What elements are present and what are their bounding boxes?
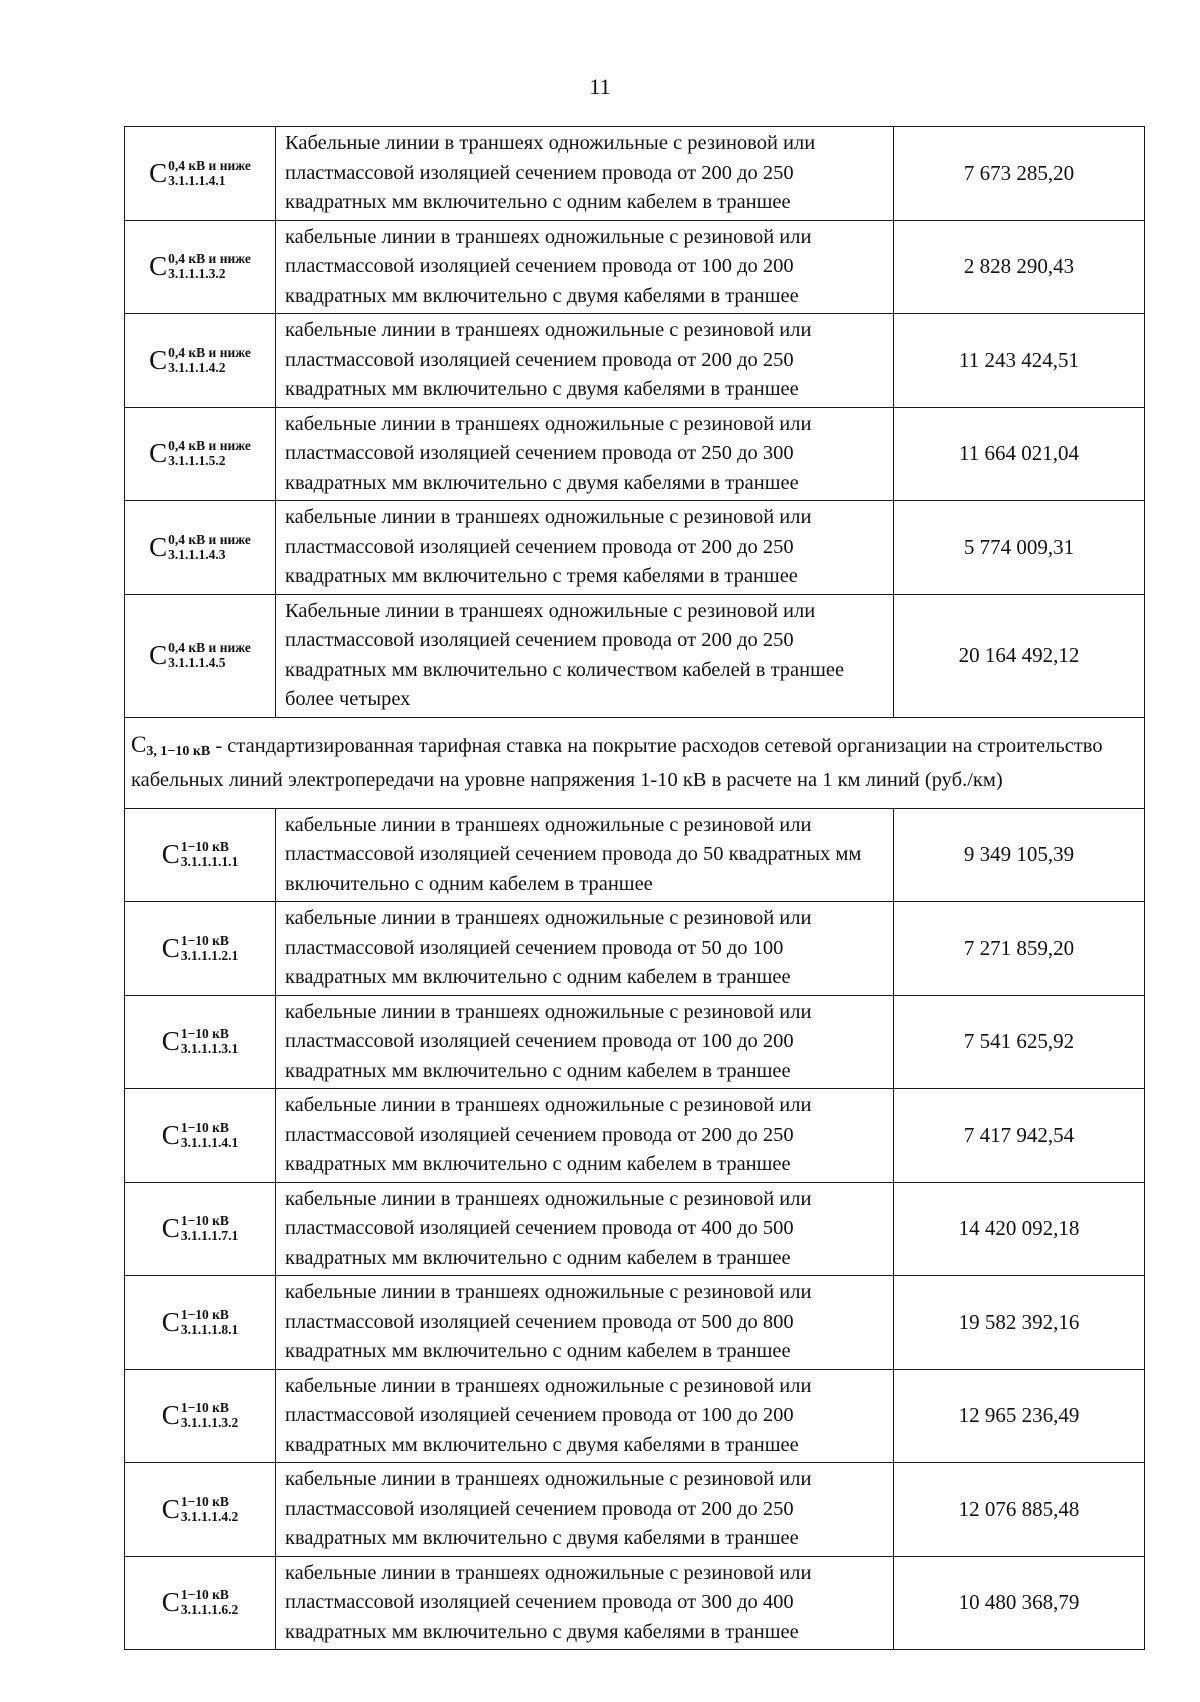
rate-value-cell: 7 541 625,92	[894, 995, 1145, 1089]
table-row	[125, 501, 1145, 595]
rate-symbol	[149, 533, 251, 562]
rate-value-cell: 5 774 009,31	[894, 501, 1145, 595]
rate-symbol-index	[181, 1588, 238, 1617]
rate-symbol-voltage: 1−10 кВ	[180, 839, 229, 855]
rate-description-cell: кабельные линии в траншеях одножильные с резиновой или пластмассовой изоляцией сечением провода до 50 квадратных мм включительно с одним кабелем в траншее	[276, 808, 894, 902]
rate-symbol-code: 3.1.1.1.5.2	[168, 453, 226, 469]
rate-symbol-code: 3.1.1.1.2.1	[180, 947, 239, 963]
rate-symbol-index	[168, 641, 251, 670]
rate-symbol	[162, 1214, 238, 1243]
rate-symbol-index	[181, 1401, 238, 1430]
rate-code-cell	[125, 407, 276, 501]
rate-value-cell: 12 076 885,48	[894, 1463, 1145, 1557]
rate-symbol-code: 3.1.1.1.8.1	[180, 1321, 239, 1337]
rate-symbol-code: 3.1.1.1.1.1	[180, 854, 239, 870]
tariff-rates-table	[124, 126, 1145, 1650]
rate-symbol-index	[181, 1308, 238, 1337]
rate-symbol-index	[181, 1495, 238, 1524]
rate-value-cell: 7 673 285,20	[894, 127, 1145, 221]
rate-symbol-index	[168, 346, 251, 375]
rate-symbol-index	[181, 1121, 238, 1150]
rate-symbol-voltage: 1−10 кВ	[180, 1213, 229, 1229]
rate-symbol	[162, 1027, 238, 1056]
rate-symbol-index	[168, 533, 251, 562]
rate-symbol-letter: С	[161, 839, 180, 870]
rate-value-cell: 9 349 105,39	[894, 808, 1145, 902]
rate-value-cell: 11 664 021,04	[894, 407, 1145, 501]
rate-value-cell: 19 582 392,16	[894, 1276, 1145, 1370]
rate-code-cell	[125, 1182, 276, 1276]
rate-symbol-voltage: 0,4 кВ и ниже	[168, 157, 251, 173]
rate-symbol-letter: С	[149, 531, 168, 562]
rate-symbol	[162, 1401, 238, 1430]
section-symbol-main: С	[131, 732, 147, 757]
rate-code-cell	[125, 1463, 276, 1557]
rate-symbol	[149, 252, 251, 281]
rate-symbol-letter: С	[149, 438, 168, 469]
section-heading-cell	[125, 717, 1145, 808]
rate-symbol-code: 3.1.1.1.3.1	[180, 1041, 239, 1057]
rate-description-cell: кабельные линии в траншеях одножильные с резиновой или пластмассовой изоляцией сечением провода от 200 до 250 квадратных мм включительно с одним кабелем в траншее	[276, 1089, 894, 1183]
rate-value-cell: 11 243 424,51	[894, 314, 1145, 408]
table-row	[125, 1463, 1145, 1557]
rate-symbol-code: 3.1.1.1.7.1	[180, 1228, 239, 1244]
page-number: 11	[589, 74, 611, 99]
rate-symbol-code: 3.1.1.1.4.3	[168, 546, 226, 562]
rate-symbol-letter: С	[161, 1119, 180, 1150]
rate-symbol-voltage: 0,4 кВ и ниже	[168, 438, 251, 454]
rate-code-cell	[125, 220, 276, 314]
rate-symbol-voltage: 1−10 кВ	[180, 1587, 229, 1603]
section-heading-symbol	[131, 732, 211, 759]
rate-description-cell: кабельные линии в траншеях одножильные с резиновой или пластмассовой изоляцией сечением провода от 100 до 200 квадратных мм включительно с двумя кабелями в траншее	[276, 1369, 894, 1463]
section-heading-row	[125, 717, 1145, 808]
rate-value-cell: 14 420 092,18	[894, 1182, 1145, 1276]
table-section-heading	[125, 717, 1145, 808]
rate-code-cell	[125, 808, 276, 902]
rate-description-cell: кабельные линии в траншеях одножильные с резиновой или пластмассовой изоляцией сечением провода от 200 до 250 квадратных мм включительно с двумя кабелями в траншее	[276, 1463, 894, 1557]
rate-description-cell: кабельные линии в траншеях одножильные с резиновой или пластмассовой изоляцией сечением провода от 200 до 250 квадратных мм включительно с двумя кабелями в траншее	[276, 314, 894, 408]
rate-description-cell: кабельные линии в траншеях одножильные с резиновой или пластмассовой изоляцией сечением провода от 300 до 400 квадратных мм включительно с двумя кабелями в траншее	[276, 1556, 894, 1650]
table-group-1-10kv	[125, 808, 1145, 1650]
rate-symbol	[162, 1121, 238, 1150]
rate-description-cell: кабельные линии в траншеях одножильные с резиновой или пластмассовой изоляцией сечением провода от 500 до 800 квадратных мм включительно с одним кабелем в траншее	[276, 1276, 894, 1370]
rate-symbol-letter: С	[161, 1493, 180, 1524]
rate-value-cell: 12 965 236,49	[894, 1369, 1145, 1463]
rate-code-cell	[125, 127, 276, 221]
section-heading-text: - стандартизированная тарифная ставка на покрытие расходов сетевой организации на строительство кабельных линий электропередачи на уровне напряжения 1-10 кВ в расчете на 1 км линий (руб./км)	[131, 735, 1103, 791]
rate-symbol-letter: С	[161, 1587, 180, 1618]
table-row	[125, 127, 1145, 221]
rate-symbol-code: 3.1.1.1.4.2	[168, 359, 226, 375]
rate-code-cell	[125, 1369, 276, 1463]
rate-symbol-code: 3.1.1.1.4.5	[168, 655, 226, 670]
rate-symbol-voltage: 0,4 кВ и ниже	[168, 344, 251, 360]
table-row	[125, 902, 1145, 996]
rate-description-cell: Кабельные линии в траншеях одножильные с резиновой или пластмассовой изоляцией сечением провода от 200 до 250 квадратных мм включительно с одним кабелем в траншее	[276, 127, 894, 221]
rate-symbol-index	[168, 439, 251, 468]
table-row	[125, 594, 1145, 717]
rate-symbol-letter: С	[161, 932, 180, 963]
rate-symbol-letter: С	[161, 1306, 180, 1337]
table-row	[125, 220, 1145, 314]
rate-symbol-voltage: 0,4 кВ и ниже	[168, 531, 251, 547]
rate-symbol-letter: С	[149, 344, 168, 375]
section-symbol-sub: 3, 1−10 кВ	[146, 744, 211, 759]
rate-symbol-letter: С	[149, 251, 168, 282]
rate-code-cell	[125, 501, 276, 595]
table-row	[125, 995, 1145, 1089]
rate-symbol-code: 3.1.1.1.4.2	[180, 1508, 239, 1524]
rate-code-cell	[125, 995, 276, 1089]
rate-symbol-voltage: 1−10 кВ	[180, 1493, 229, 1509]
rate-symbol	[162, 1308, 238, 1337]
table-row	[125, 808, 1145, 902]
rate-symbol-code: 3.1.1.1.6.2	[180, 1602, 239, 1618]
table-row	[125, 1369, 1145, 1463]
table-row	[125, 407, 1145, 501]
rate-description-cell: кабельные линии в траншеях одножильные с резиновой или пластмассовой изоляцией сечением провода от 400 до 500 квадратных мм включительно с одним кабелем в траншее	[276, 1182, 894, 1276]
rate-description-cell: кабельные линии в траншеях одножильные с резиновой или пластмассовой изоляцией сечением провода от 100 до 200 квадратных мм включительно с одним кабелем в траншее	[276, 995, 894, 1089]
rate-symbol-letter: С	[161, 1213, 180, 1244]
rate-description-cell: кабельные линии в траншеях одножильные с резиновой или пластмассовой изоляцией сечением провода от 50 до 100 квадратных мм включительно с одним кабелем в траншее	[276, 902, 894, 996]
rate-symbol	[149, 641, 251, 670]
rate-symbol-voltage: 1−10 кВ	[180, 1400, 229, 1416]
rate-symbol-voltage: 1−10 кВ	[180, 1306, 229, 1322]
rate-code-cell	[125, 594, 276, 717]
rate-value-cell: 20 164 492,12	[894, 594, 1145, 717]
rate-code-cell	[125, 1089, 276, 1183]
table-row	[125, 1089, 1145, 1183]
rate-symbol-letter: С	[161, 1026, 180, 1057]
rate-value-cell: 7 271 859,20	[894, 902, 1145, 996]
rate-description-cell: кабельные линии в траншеях одножильные с резиновой или пластмассовой изоляцией сечением провода от 100 до 200 квадратных мм включительно с двумя кабелями в траншее	[276, 220, 894, 314]
rate-symbol	[149, 159, 251, 188]
rate-description-cell: кабельные линии в траншеях одножильные с резиновой или пластмассовой изоляцией сечением провода от 250 до 300 квадратных мм включительно с двумя кабелями в траншее	[276, 407, 894, 501]
rate-symbol-code: 3.1.1.1.4.1	[168, 172, 226, 188]
table-row	[125, 314, 1145, 408]
rate-symbol-code: 3.1.1.1.3.2	[168, 266, 226, 282]
rate-symbol-letter: С	[161, 1400, 180, 1431]
table-group-04kv	[125, 127, 1145, 718]
rate-description-cell: кабельные линии в траншеях одножильные с резиновой или пластмассовой изоляцией сечением провода от 200 до 250 квадратных мм включительно с тремя кабелями в траншее	[276, 501, 894, 595]
rate-symbol-voltage: 1−10 кВ	[180, 1026, 229, 1042]
rate-symbol-index	[181, 840, 238, 869]
rate-code-cell	[125, 314, 276, 408]
rate-symbol-index	[168, 252, 251, 281]
table-row	[125, 1182, 1145, 1276]
rate-symbol-index	[168, 159, 251, 188]
rate-symbol	[162, 1588, 238, 1617]
rate-value-cell: 7 417 942,54	[894, 1089, 1145, 1183]
rate-symbol-index	[181, 934, 238, 963]
rate-symbol	[149, 439, 251, 468]
rate-symbol-voltage: 0,4 кВ и ниже	[168, 251, 251, 267]
rate-symbol-voltage: 1−10 кВ	[180, 932, 229, 948]
rate-description-cell: Кабельные линии в траншеях одножильные с резиновой или пластмассовой изоляцией сечением провода от 200 до 250 квадратных мм включительно с количеством кабелей в траншее более четырех	[276, 594, 894, 717]
rate-symbol-letter: С	[149, 157, 168, 188]
rate-symbol-code: 3.1.1.1.3.2	[180, 1415, 239, 1431]
rate-symbol-voltage: 1−10 кВ	[180, 1119, 229, 1135]
rate-value-cell: 10 480 368,79	[894, 1556, 1145, 1650]
rate-code-cell	[125, 1276, 276, 1370]
rate-symbol-letter: С	[149, 640, 168, 670]
rate-symbol-index	[181, 1214, 238, 1243]
rate-code-cell	[125, 902, 276, 996]
rate-symbol	[162, 934, 238, 963]
rate-symbol-voltage: 0,4 кВ и ниже	[168, 640, 251, 655]
rate-symbol-index	[181, 1027, 238, 1056]
table-row	[125, 1556, 1145, 1650]
rate-code-cell	[125, 1556, 276, 1650]
rate-symbol-code: 3.1.1.1.4.1	[180, 1134, 239, 1150]
rate-symbol	[162, 840, 238, 869]
rate-symbol	[162, 1495, 238, 1524]
rate-symbol	[149, 346, 251, 375]
table-row	[125, 1276, 1145, 1370]
rate-value-cell: 2 828 290,43	[894, 220, 1145, 314]
